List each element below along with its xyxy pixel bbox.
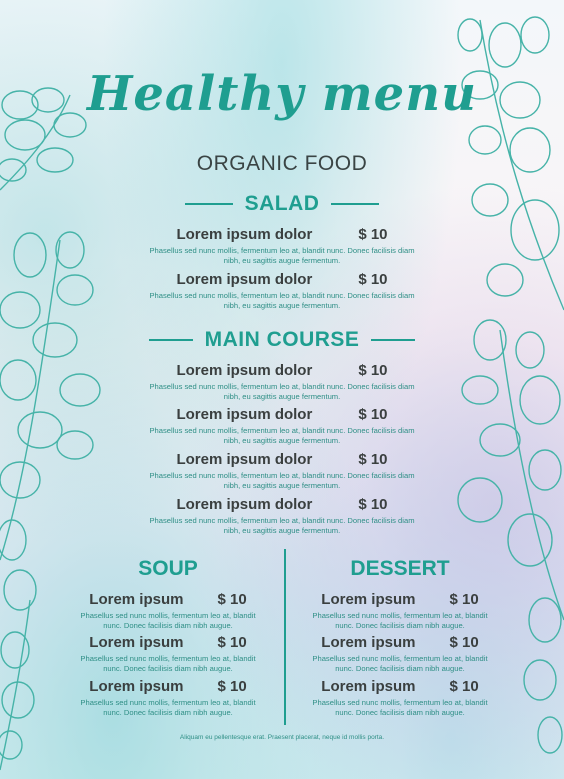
item-description — [130, 291, 434, 311]
item-name: Lorem ipsum dolor — [176, 226, 313, 243]
item-description-line: Phasellus sed nunc mollis, fermentum leo at, blandit — [80, 611, 256, 620]
salad-heading: SALAD — [244, 192, 320, 215]
heading-rule — [149, 339, 193, 341]
item-price: $ 10 — [217, 591, 247, 608]
item-description — [130, 426, 434, 446]
item-description-line: nibh, eu sagittis augue fermentum. — [223, 526, 341, 535]
item-description-line: nibh, eu sagittis augue fermentum. — [223, 436, 341, 445]
item-description-line: nunc. Donec facilisis diam nibh augue. — [335, 664, 465, 673]
heading-rule — [371, 339, 415, 341]
menu-title: Healthy menu — [86, 66, 478, 122]
item-description-line: nibh, eu sagittis augue fermentum. — [223, 392, 341, 401]
main-course-heading: MAIN COURSE — [204, 328, 360, 351]
item-description-line: Phasellus sed nunc mollis, fermentum leo at, blandit nunc. Donec facilisis diam — [149, 516, 415, 525]
item-name: Lorem ipsum dolor — [176, 271, 313, 288]
menu-item — [298, 678, 502, 718]
item-price: $ 10 — [217, 678, 247, 695]
item-description — [130, 516, 434, 536]
item-price: $ 10 — [449, 678, 479, 695]
item-price: $ 10 — [358, 496, 388, 513]
main-course-section-heading — [0, 328, 564, 352]
menu-item — [130, 451, 434, 491]
item-name: Lorem ipsum — [89, 591, 184, 608]
soup-heading: SOUP — [138, 557, 198, 580]
item-name: Lorem ipsum — [321, 634, 416, 651]
item-description-line: Phasellus sed nunc mollis, fermentum leo at, blandit — [312, 611, 488, 620]
item-price: $ 10 — [358, 406, 388, 423]
menu-subtitle: ORGANIC FOOD — [196, 152, 368, 175]
item-name: Lorem ipsum — [321, 591, 416, 608]
item-name: Lorem ipsum dolor — [176, 496, 313, 513]
menu-item — [130, 226, 434, 266]
item-price: $ 10 — [449, 634, 479, 651]
item-description-line: Phasellus sed nunc mollis, fermentum leo at, blandit — [80, 698, 256, 707]
item-description — [66, 611, 270, 631]
menu-item — [66, 634, 270, 674]
menu-item — [66, 591, 270, 631]
item-description-line: Phasellus sed nunc mollis, fermentum leo at, blandit — [312, 698, 488, 707]
item-name: Lorem ipsum — [89, 634, 184, 651]
item-description-line: nunc. Donec facilisis diam nibh augue. — [335, 621, 465, 630]
item-description — [298, 654, 502, 674]
menu-item — [298, 634, 502, 674]
item-description — [130, 246, 434, 266]
item-name: Lorem ipsum dolor — [176, 362, 313, 379]
item-description — [66, 698, 270, 718]
item-name: Lorem ipsum — [89, 678, 184, 695]
item-price: $ 10 — [358, 226, 388, 243]
item-description — [130, 471, 434, 491]
item-description-line: nibh, eu sagittis augue fermentum. — [223, 256, 341, 265]
menu-item — [130, 406, 434, 446]
item-description — [298, 698, 502, 718]
item-description-line: Phasellus sed nunc mollis, fermentum leo at, blandit nunc. Donec facilisis diam — [149, 246, 415, 255]
item-description-line: Phasellus sed nunc mollis, fermentum leo at, blandit — [80, 654, 256, 663]
menu-item — [130, 271, 434, 311]
item-description-line: Phasellus sed nunc mollis, fermentum leo at, blandit — [312, 654, 488, 663]
item-description-line: nibh, eu sagittis augue fermentum. — [223, 301, 341, 310]
heading-rule — [331, 203, 379, 205]
item-price: $ 10 — [358, 271, 388, 288]
item-price: $ 10 — [358, 451, 388, 468]
dessert-heading: DESSERT — [350, 557, 450, 580]
menu-item — [130, 362, 434, 402]
item-description-line: Phasellus sed nunc mollis, fermentum leo at, blandit nunc. Donec facilisis diam — [149, 471, 415, 480]
item-description-line: nunc. Donec facilisis diam nibh augue. — [103, 708, 233, 717]
item-description — [66, 654, 270, 674]
item-name: Lorem ipsum — [321, 678, 416, 695]
item-description-line: Phasellus sed nunc mollis, fermentum leo at, blandit nunc. Donec facilisis diam — [149, 382, 415, 391]
item-description-line: nunc. Donec facilisis diam nibh augue. — [103, 621, 233, 630]
item-price: $ 10 — [217, 634, 247, 651]
item-description-line: Phasellus sed nunc mollis, fermentum leo at, blandit nunc. Donec facilisis diam — [149, 291, 415, 300]
heading-rule — [185, 203, 233, 205]
column-divider — [284, 549, 286, 725]
item-description-line: Phasellus sed nunc mollis, fermentum leo at, blandit nunc. Donec facilisis diam — [149, 426, 415, 435]
menu-item — [298, 591, 502, 631]
item-name: Lorem ipsum dolor — [176, 451, 313, 468]
item-description-line: nibh, eu sagittis augue fermentum. — [223, 481, 341, 490]
item-description-line: nunc. Donec facilisis diam nibh augue. — [335, 708, 465, 717]
item-description — [298, 611, 502, 631]
item-price: $ 10 — [449, 591, 479, 608]
salad-section-heading — [0, 192, 564, 216]
item-description-line: nunc. Donec facilisis diam nibh augue. — [103, 664, 233, 673]
item-description — [130, 382, 434, 402]
menu-item — [130, 496, 434, 536]
item-name: Lorem ipsum dolor — [176, 406, 313, 423]
footer-note: Aliquam eu pellentesque erat. Praesent placerat, neque id mollis porta. — [179, 734, 385, 741]
item-price: $ 10 — [358, 362, 388, 379]
menu-item — [66, 678, 270, 718]
